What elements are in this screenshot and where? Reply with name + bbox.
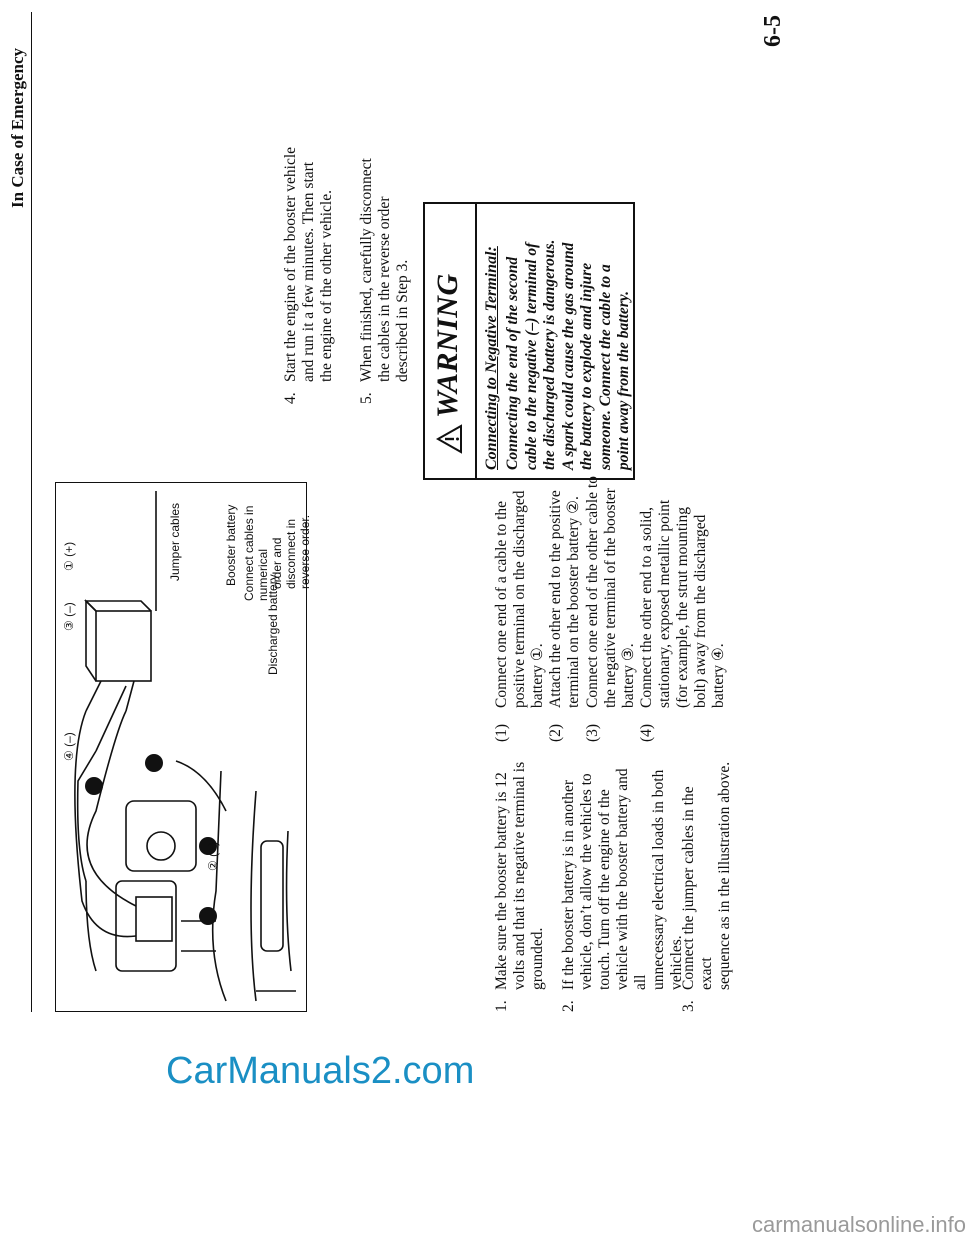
step-1: 1. Make sure the booster battery is 12 volts and that its negative terminal is grounded. [493,761,546,1012]
warning-box [423,202,635,480]
substep-2: (2) Attach the other end to the positive terminal on the booster battery ②. [547,490,582,742]
step-3: 3. Connect the jumper cables in the exact sequence as in the illustration above. [680,761,733,1012]
section-title: In Case of Emergency [8,47,27,208]
warning-title: WARNING [431,273,464,418]
marker-3: ③ (–) [62,602,76,631]
warning-triangle-icon [436,424,463,454]
booster-battery-label: Booster battery [224,504,238,586]
warning-heading: Connecting to Negative Terminal: [483,246,500,470]
watermark-carmanualsonline[interactable]: carmanualsonline.info [752,1212,966,1237]
marker-4: ④ (–) [62,732,76,761]
step-5: 5. When finished, carefully disconnect the cables in the reverse order described in Step 3. [358,158,411,404]
warning-text: Connecting the end of the second cable to the negative (–) terminal of the discharged battery is dangerous. A spark could cause the gas around the battery to explode and injure someone. Connect the cable to a point away from the battery. [504,239,632,470]
page-number: 6-5 [760,15,786,47]
warning-body [483,208,634,470]
substep-1: (1) Connect one end of a cable to the positive terminal on the discharged battery ①. [493,490,546,742]
step-4: 4. Start the engine of the booster vehicle and run it a few minutes. Then start the engine of the other vehicle. [282,146,335,404]
step-2: 2. If the booster battery is in another vehicle, don’t allow the vehicles to touch. Turn off the engine of the vehicle with the booster battery and all unnecessary electrical loads in both vehicles. [560,768,685,1012]
marker-1: ① (+) [62,541,76,571]
figure-caption: Connect cables in numerical order and disconnect in reverse order. [242,505,312,601]
warning-title-bar [425,204,477,478]
header-rule [31,12,32,1012]
marker-2: ② (+) [206,841,220,871]
jumper-cables-label: Jumper cables [168,502,182,581]
substep-3: (3) Connect one end of the other cable to the negative terminal of the booster battery ③. [584,476,637,742]
jump-start-illustration [55,482,312,1012]
discharged-battery-label: Discharged battery [266,574,280,675]
watermark-carmanuals2[interactable]: CarManuals2.com [166,1050,475,1092]
substep-4: (4) Connect the other end to a solid, stationary, exposed metallic point (for example, the strut mounting bolt) away from the discharged battery ④. [638,499,727,742]
